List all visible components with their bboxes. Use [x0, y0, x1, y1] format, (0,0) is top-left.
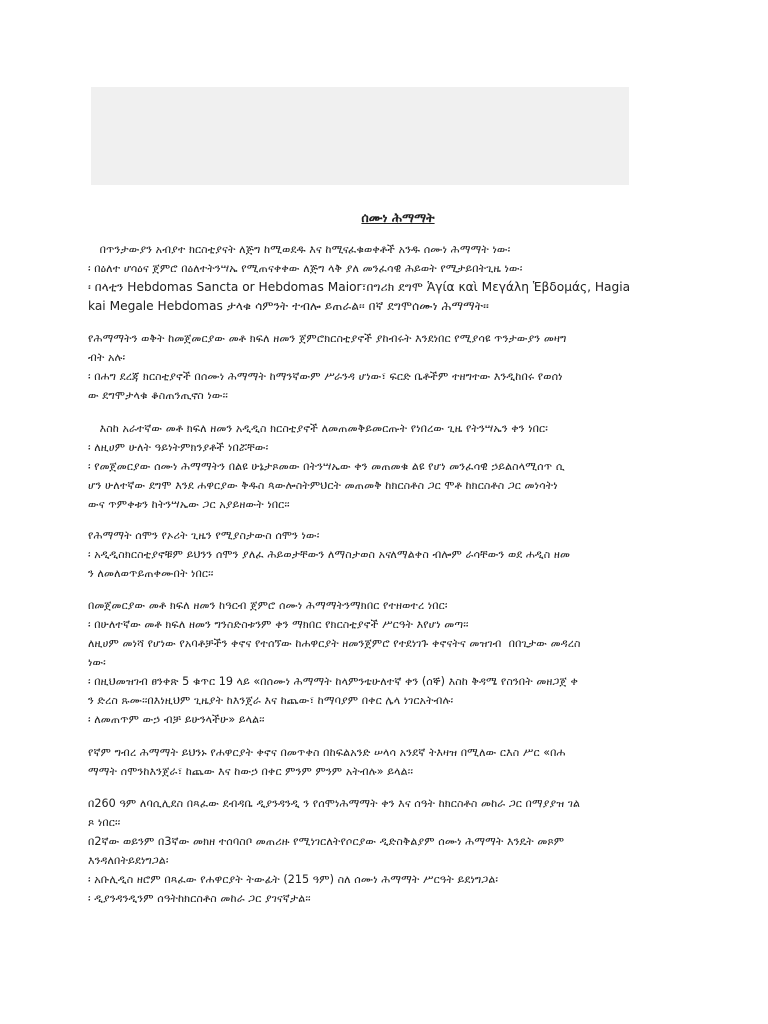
text-line: ውና ጥምቀቱን ከትንሣኤው ጋር አያይዘውት ነበር፡፡ [88, 498, 290, 511]
text-line: ፡ አቡሊዲስ ዘሮም በጻፈው የሐዋርያት ትውፊት (215 ዓም) ስለ ሰሙነ ሕማማት ሥርዓት ይደነግጋል፡ [88, 873, 499, 886]
text-line: ጾ ነበር፡፡ [88, 816, 121, 829]
paragraph [88, 240, 688, 316]
text-line: ፡ የመጀመርያው ሰሙነ ሕማማትን በልዩ ሁኔታጾመው በትንሣኤው ቀን መጠመቁ ልዩ የሆነ መንፈሳዊ ኃይልስላሚሰጥ ሲ [88, 460, 565, 473]
document-title: ሰሙነ ሕማማት [361, 210, 435, 225]
text-line: ፡ በላቲን Hebdomas Sancta or Hebdomas Maior፣በግሪክ ደግሞ Ἁγία καὶ Μεγάλη Ἑβδομάς, Hagia [88, 280, 631, 294]
text-line: የኛም ግብረ ሕማማት ይህንኑ የሐዋርያት ቀኖና በመጥቀስ በከፍልአንድ ሠላሳ አንደኛ ትእዛዝ በሚለው ርእስ ሥር «በሐ [88, 746, 566, 759]
paragraph [88, 794, 688, 908]
text-line: ማማት ሰሞንከእንጀራ፣ ከጨው እና ከውኃ በቀር ምንም ምንም አትብሉ» ይላል፡፡ [88, 765, 413, 778]
text-line: ፡ ለመጠጥም ውኃ ብቻ ይሁንላችሁ» ይላል፡፡ [88, 713, 265, 726]
text-line: በ2ኛው ወይንም በ3ኛው መክዘ ተሰባስቦ መጠሪዙ የሚነገርለትየሶርያው ዲድስቅልያም ሰሙነ ሕማማት እንዴት መጾም [88, 835, 565, 848]
text-line: እንዳለበትይደነግጋል፡ [88, 854, 169, 867]
document-body [88, 210, 688, 919]
text-line: ሆን ሁለተኛው ደግሞ እንደ ሐዋርያው ቅዱስ ጳውሎስትምህርት መጠመቅ ከክርስቶስ ጋር ሞቶ ከክርስቶስ ጋር መነሳትነ [88, 479, 558, 492]
paragraph [88, 743, 688, 781]
text-line: kai Megale Hebdomas ታላቁ ሳምንት ተብሎ ይጠራል፡፡ በኛ ደግሞሰሙነ ሕማማት፡፡ [88, 299, 489, 313]
paragraph [88, 526, 688, 583]
text-line: በጥንታውያን አብያተ ክርስቲያናት ለጅግ ከሚወደዱ እና ከሚናፈቁወቀቶች አንዱ ሰሙነ ሕማማት ነው፡ [96, 243, 511, 256]
text-line: ፡ በሁለተኛው መቶ ክፍለ ዘመን ግንስድስቱንም ቀን ማክበር የክርስቲያኖች ሥርዓት እየሆነ መጣ፡፡ [88, 618, 469, 631]
header-banner-placeholder [91, 87, 629, 185]
text-line: ን ድረስ ጹሙ፡፡በእነዚህም ጊዜያት ከእንጀራ እና ከጨው፣ ከማባያም በቀር ሌላ ነገርአትብሉ፡ [88, 694, 454, 707]
paragraph [88, 596, 688, 729]
text-line: የሕማማትን ወቅት ከመጀመርያው መቶ ክፍለ ዘመን ጀምሮክርስቲያኖች ያከብሩት እንደነበር የሚያሳዩ ጥንታውያን መዛግ [88, 332, 567, 345]
text-line: የሕማማት ሰሞን የኦሪት ጊዜን የሚያስታውስ ሰሞን ነው፡ [88, 529, 320, 542]
text-line: በ260 ዓም ለባሲሊደስ በጻፈው ደብዳቤ ዲያንዳንዲ ን የሰሞነሕማማት ቀን እና ሰዓት ከክርስቶስ መከራ ጋር በማያያዝ ገል [88, 797, 581, 810]
paragraph [88, 419, 688, 514]
text-line: ን ለመለወጥይጠቀሙበት ነበር፡፡ [88, 567, 214, 580]
paragraph [88, 329, 688, 405]
text-line: ብት አሉ፡ [88, 351, 126, 364]
text-line: እስከ አራተኛው መቶ ክፍለ ዘመን አዲዲስ ክርስቲያኖች ለመጠመቅይመርጡት የነበረው ጊዜ የትንሣኤን ቀን ነበር፡ [96, 422, 548, 435]
text-line: ነው፡ [88, 656, 106, 669]
text-line: ፡ በሐግ ደረጃ ክርስቲያኖች በሰሙነ ሕማማት ከማንኛውም ሥራንዳ ሆነው፣ ፍርድ ቤቶችም ተዘግተው እንዲከበሩ የወሰነ [88, 370, 563, 383]
text-line: ው ደግሞታላቁ ቆስጠንጢኖስ ነው፡፡ [88, 389, 228, 402]
text-line: ፡ በዚህመዝገብ ፀንቀጽ 5 ቁጥር 19 ላይ «በሰሙነ ሕማማት ከላምንቴሁለተኛ ቀን (ሰኞ) እስከ ቅዳሜ የስንበት መዘጋጀ ቀ [88, 675, 579, 688]
text-line: ፡ ዲያንዳንዲንም ሰዓትከክርስቶስ መከራ ጋር ያገናኛታል፡፡ [88, 892, 311, 905]
text-line: ፡ ለዚሀም ሁለት ዓይነትምክንያቶች ነበሯቸው፡ [88, 441, 269, 454]
text-line: ለዚሀም መነሻ የሆነው የአባቶቻችን ቀኖና የተሰኘው ከሐዋርያት ዘመንጀምሮ የተደነገጉ ቀኖናትና መዝገብ በበጊታው መዳረስ [88, 637, 581, 650]
paragraph-container [88, 240, 688, 908]
text-line: ፡ በዕለተ ሆሳዕና ጀምሮ በዕለተትንሣኤ የሚጠናቀቀው ለጅግ ላቅ ያለ መንፈሳዊ ሕይወት የሚታይበትጊዜ ነው፡ [88, 262, 523, 275]
text-line: ፡ አዲዲስክርስቲያኖቹም ይህንን ሰሞን ያለፈ ሕይወታቸውን ለማስታወስ አናለማልቀስ ብሎም ራሳቸውን ወደ ሐዲስ ዘመ [88, 548, 571, 561]
text-line: በመጀመርያው መቶ ክፍለ ዘመን ከዓርብ ጀምሮ ሰሙነ ሕማማትንማክበር የተዘወተረ ነበር፡ [88, 599, 448, 612]
